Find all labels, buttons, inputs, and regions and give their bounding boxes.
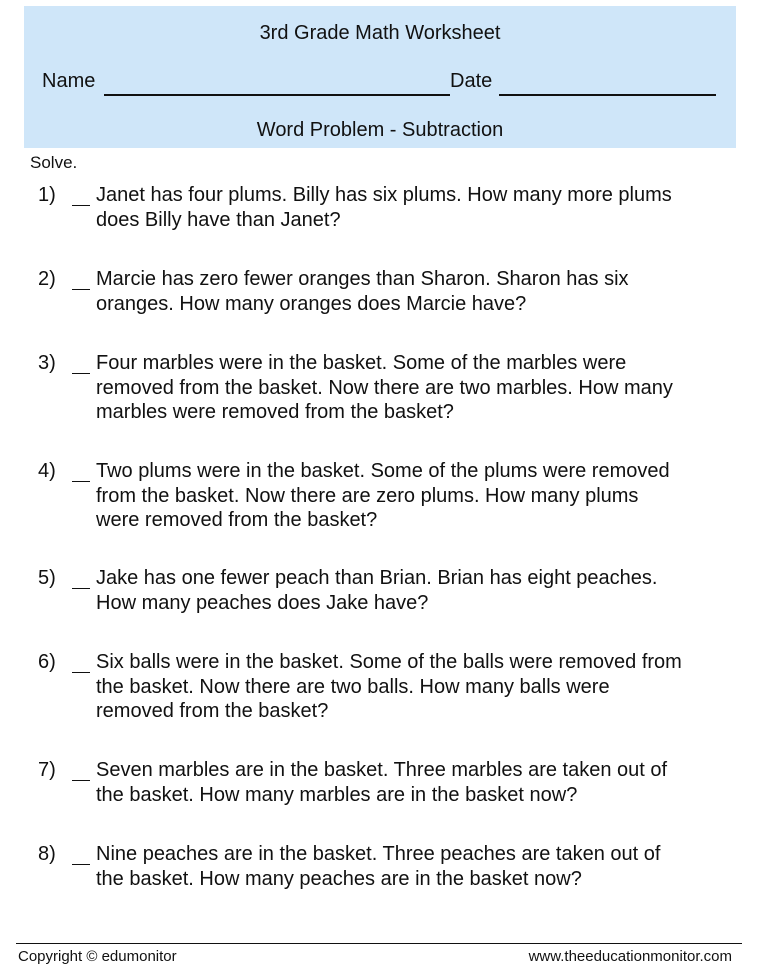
- footer-divider: [16, 943, 742, 944]
- name-date-row: [42, 70, 722, 98]
- answer-blank: [72, 672, 90, 673]
- answer-blank: [72, 780, 90, 781]
- answer-blank: [72, 864, 90, 865]
- problem-number: 8): [38, 843, 56, 865]
- problem-number: 7): [38, 759, 56, 781]
- worksheet-subtitle: Word Problem - Subtraction: [256, 119, 504, 141]
- name-label: Name: [42, 70, 96, 92]
- date-label: Date: [450, 70, 493, 92]
- problem-number: 1): [38, 184, 56, 206]
- problem-number: 4): [38, 460, 56, 482]
- answer-blank: [72, 588, 90, 589]
- problem-text: Marcie has zero fewer oranges than Sharon. Sharon has six oranges. How many oranges does Marcie have?: [96, 268, 629, 315]
- problem-text: Six balls were in the basket. Some of the balls were removed from the basket. Now there are two balls. How many balls were removed from the basket?: [96, 651, 682, 722]
- website-text: www.theeducationmonitor.com: [528, 948, 732, 965]
- answer-blank: [72, 205, 90, 206]
- problem-number: 5): [38, 567, 56, 589]
- problem-text: Four marbles were in the basket. Some of the marbles were removed from the basket. Now there are two marbles. How many marbles were removed from the basket?: [96, 352, 673, 423]
- answer-blank: [72, 373, 90, 374]
- worksheet-title: 3rd Grade Math Worksheet: [259, 22, 501, 44]
- answer-blank: [72, 289, 90, 290]
- answer-blank: [72, 481, 90, 482]
- problem-number: 2): [38, 268, 56, 290]
- problem-number: 3): [38, 352, 56, 374]
- problem-text: Jake has one fewer peach than Brian. Brian has eight peaches. How many peaches does Jake have?: [96, 567, 658, 614]
- copyright-text: Copyright © edumonitor: [18, 948, 177, 965]
- worksheet-header: [24, 6, 736, 148]
- problem-text: Janet has four plums. Billy has six plums. How many more plums does Billy have than Janet?: [96, 184, 672, 231]
- name-blank-line: [104, 94, 450, 96]
- problem-number: 6): [38, 651, 56, 673]
- instruction-text: Solve.: [30, 153, 78, 172]
- problem-text: Two plums were in the basket. Some of the plums were removed from the basket. Now there are zero plums. How many plums were removed from the basket?: [96, 460, 670, 531]
- problem-text: Nine peaches are in the basket. Three peaches are taken out of the basket. How many peaches are in the basket now?: [96, 843, 661, 890]
- problem-text: Seven marbles are in the basket. Three marbles are taken out of the basket. How many marbles are in the basket now?: [96, 759, 668, 806]
- date-blank-line: [499, 94, 716, 96]
